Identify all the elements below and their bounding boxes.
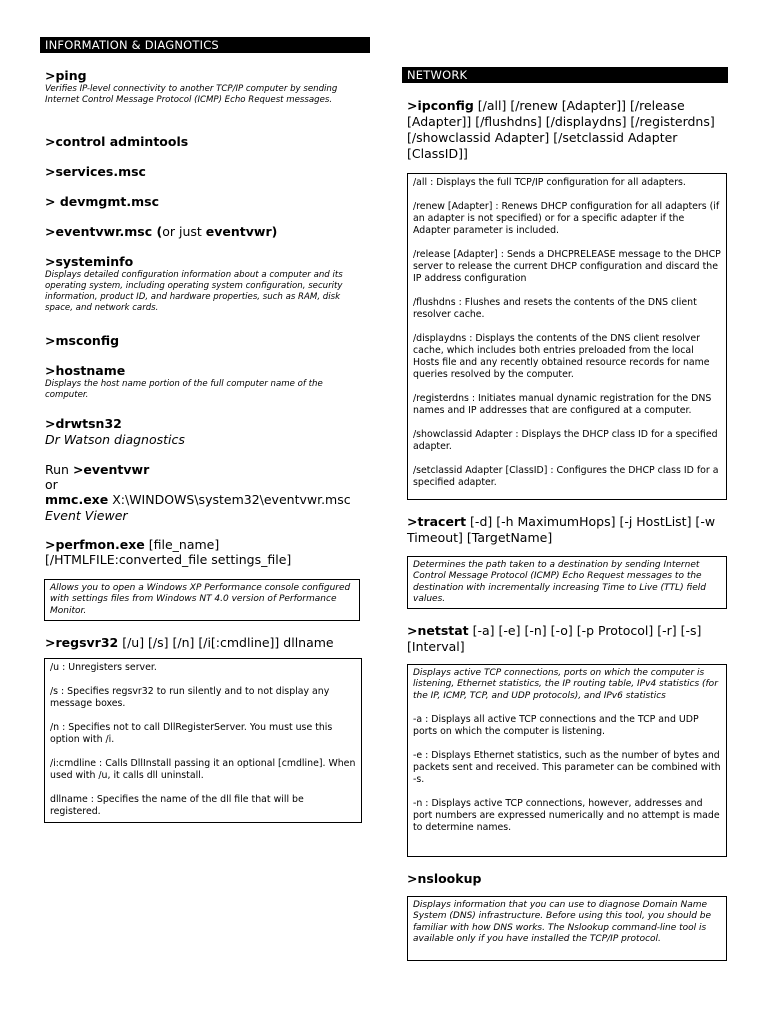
ipconfig-option-renew: /renew [Adapter] : Renews DHCP configuration for all adapters (if an adapter is not specified) or for a specific adapter if the Adapter parameter is included.: [413, 201, 720, 236]
nslookup-description-box: Displays information that you can use to diagnose Domain Name System (DNS) infrastructure. Before using this tool, you should be familiar with how DNS works. The Nslookup command-line tool is available only if you have installed the TCP/IP protocol.: [407, 896, 727, 961]
nslookup-command: >nslookup: [407, 871, 482, 886]
ipconfig-options-box: [407, 173, 727, 500]
ping-command: >ping: [45, 68, 87, 83]
ipconfig-option-registerdns: /registerdns : Initiates manual dynamic registration for the DNS names and IP addresses that are configured at a computer.: [413, 393, 712, 416]
control-admintools-command: >control admintools: [45, 134, 189, 149]
tracert-command: >tracert [-d] [-h MaximumHops] [-j HostList] [-w Timeout] [TargetName]: [407, 514, 716, 545]
perfmon-command: >perfmon.exe [file_name]: [45, 537, 220, 552]
ipconfig-option-displaydns: /displaydns : Displays the contents of the DNS client resolver cache, which includes both entries preloaded from the local Hosts file and any recently obtained resource records for name queries resolved by the computer.: [413, 333, 710, 380]
perfmon-args: [/HTMLFILE:converted_file settings_file]: [45, 552, 292, 567]
devmgmt-command: > devmgmt.msc: [45, 194, 159, 209]
run-eventvwr-line: Run >eventvwr: [45, 462, 150, 477]
netstat-intro: Displays active TCP connections, ports on which the computer is listening, Ethernet statistics, the IP routing table, IPv4 statistics (for the IP, ICMP, TCP, and UDP protocols), and IPv6 statistics: [413, 668, 718, 701]
regsvr32-options-box: [44, 658, 362, 823]
regsvr32-option-s: /s : Specifies regsvr32 to run silently and to not display any message boxes.: [50, 686, 330, 709]
section-header-network: NETWORK: [402, 67, 728, 83]
eventvwr-command: >eventvwr.msc (or just eventvwr): [45, 224, 278, 239]
ipconfig-option-setclassid: /setclassid Adapter [ClassID] : Configures the DHCP class ID for a specified adapter.: [413, 465, 719, 488]
perfmon-description-box: Allows you to open a Windows XP Performance console configured with settings files from Windows NT 4.0 version of Performance Monitor.: [44, 579, 360, 621]
event-viewer-subtitle: Event Viewer: [45, 508, 128, 523]
ipconfig-option-showclassid: /showclassid Adapter : Displays the DHCP class ID for a specified adapter.: [413, 429, 718, 452]
regsvr32-command: >regsvr32 [/u] [/s] [/n] [/i[:cmdline]] dllname: [45, 635, 334, 650]
netstat-option-n: -n : Displays active TCP connections, however, addresses and port numbers are expressed numerically and no attempt is made to determine names.: [413, 797, 720, 833]
drwtsn32-subtitle: Dr Watson diagnostics: [45, 432, 185, 447]
ping-description: Verifies IP-level connectivity to another TCP/IP computer by sending Internet Control Message Protocol (ICMP) Echo Request messages.: [45, 84, 338, 105]
netstat-command: >netstat [-a] [-e] [-n] [-o] [-p Protocol] [-r] [-s] [Interval]: [407, 623, 702, 654]
regsvr32-option-i: /i:cmdline : Calls DllInstall passing it an optional [cmdline]. When used with /u, it calls dll uninstall.: [50, 758, 356, 781]
tracert-description-box: Determines the path taken to a destination by sending Internet Control Message Protocol (ICMP) Echo Request messages to the destination with incrementally increasing Time to Live (TTL) field values.: [407, 556, 727, 609]
netstat-option-a: -a : Displays all active TCP connections and the TCP and UDP ports on which the computer is listening.: [413, 713, 699, 737]
regsvr32-option-dllname: dllname : Specifies the name of the dll file that will be registered.: [50, 794, 304, 817]
hostname-command: >hostname: [45, 363, 126, 378]
hostname-description: Displays the host name portion of the full computer name of the computer.: [45, 379, 323, 400]
services-command: >services.msc: [45, 164, 146, 179]
section-header-information: INFORMATION & DIAGNOTICS: [40, 37, 370, 53]
ipconfig-option-flushdns: /flushdns : Flushes and resets the contents of the DNS client resolver cache.: [413, 297, 697, 320]
ipconfig-option-release: /release [Adapter] : Sends a DHCPRELEASE message to the DHCP server to release the current DHCP configuration and discard the IP address configuration: [413, 249, 721, 284]
regsvr32-option-u: /u : Unregisters server.: [50, 662, 157, 673]
ipconfig-command: >ipconfig [/all] [/renew [Adapter]] [/release [Adapter]] [/flushdns] [/displaydns] [/registerdns] [/showclassid Adapter] [/setclassid Adapter [ClassID]]: [407, 98, 715, 161]
systeminfo-command: >systeminfo: [45, 254, 134, 269]
drwtsn32-command: >drwtsn32: [45, 416, 122, 431]
regsvr32-option-n: /n : Specifies not to call DllRegisterServer. You must use this option with /i.: [50, 722, 333, 745]
or-text: or: [45, 477, 58, 492]
ipconfig-option-all: /all : Displays the full TCP/IP configuration for all adapters.: [413, 177, 686, 188]
systeminfo-description: Displays detailed configuration information about a computer and its operating system, including operating system configuration, security information, product ID, and hardware properties, such as RAM, disk space, and network cards.: [45, 270, 343, 313]
netstat-options-box: [407, 664, 727, 857]
msconfig-command: >msconfig: [45, 333, 120, 348]
netstat-option-e: -e : Displays Ethernet statistics, such as the number of bytes and packets sent and received. This parameter can be combined with -s.: [413, 749, 721, 785]
mmc-command: mmc.exe X:\WINDOWS\system32\eventvwr.msc: [45, 492, 351, 507]
